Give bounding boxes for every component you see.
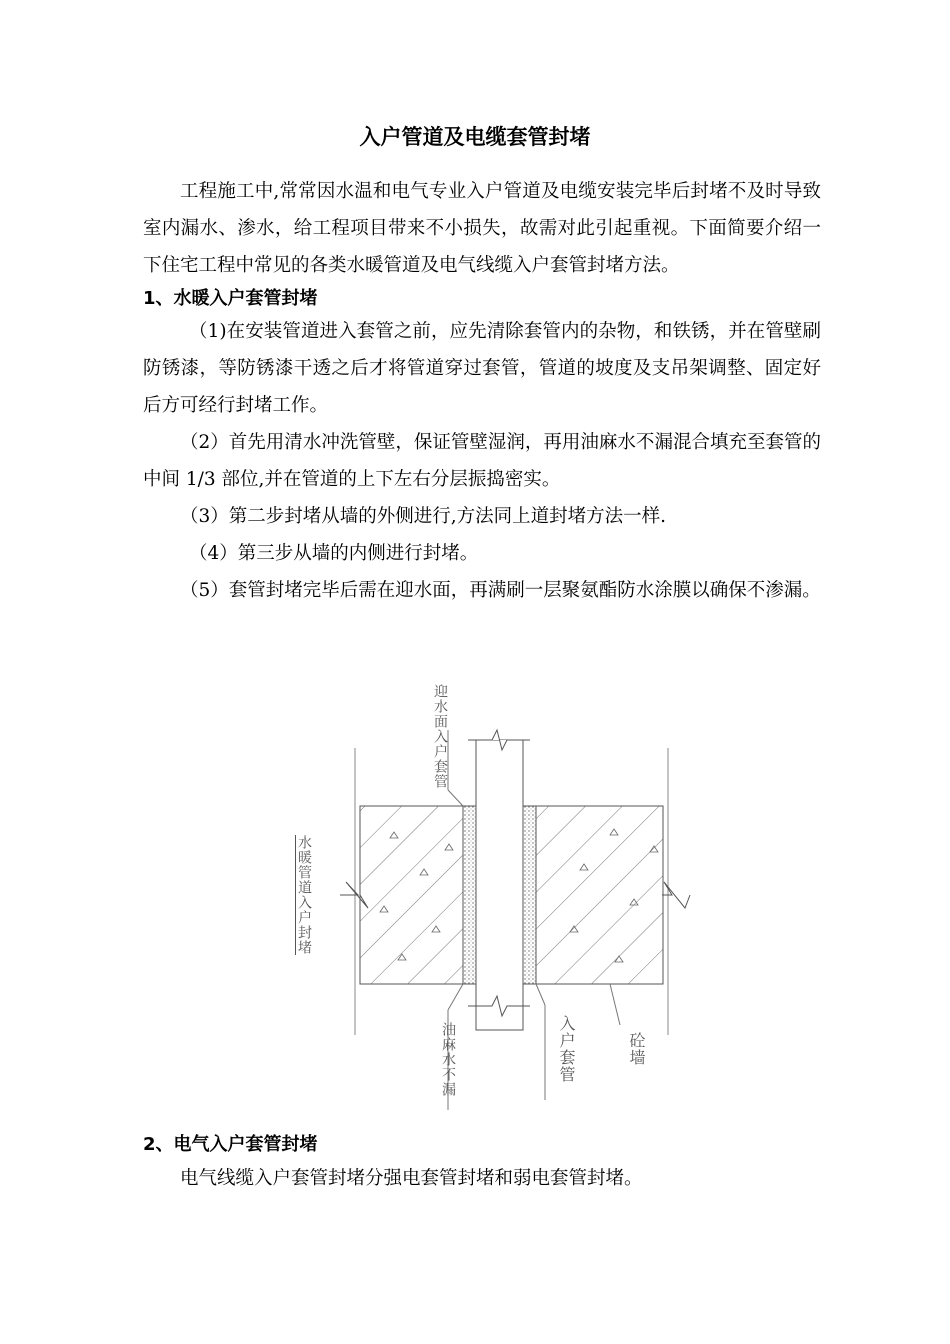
document-title: 入户管道及电缆套管封堵 (359, 125, 591, 149)
step-3: （3）第二步封堵从墙的外侧进行,方法同上道封堵方法一样. (180, 506, 667, 527)
section2-paragraph: 电气线缆入户套管封堵分强电套管封堵和弱电套管封堵。 (180, 1168, 643, 1189)
sealant-fill-right (523, 806, 536, 984)
section2-heading: 2、电气入户套管封堵 (143, 1134, 318, 1155)
concrete-wall-right (536, 806, 663, 984)
step-2: （2）首先用清水冲洗管壁，保证管壁湿润，再用油麻水不漏混合填充至套管的中间 1/3 部位,并在管道的上下左右分层振捣密实。 (143, 432, 821, 490)
label-pipe-sealing: 水暖管道入户封堵 (296, 835, 312, 955)
concrete-wall-left (360, 806, 463, 984)
step-5: （5）套管封堵完毕后需在迎水面，再满刷一层聚氨酯防水涂膜以确保不渗漏。 (180, 580, 821, 601)
sealant-fill-left (463, 806, 476, 984)
step-4: （4）第三步从墙的内侧进行封堵。 (189, 543, 479, 564)
intro-paragraph: 工程施工中,常常因水温和电气专业入户管道及电缆安装完毕后封堵不及时导致室内漏水、渗水，给工程项目带来不小损失，故需对此引起重视。下面简要介绍一下住宅工程中常见的各类水暖管道及电气线缆入户套管封堵方法。 (143, 181, 821, 276)
sleeve-sealing-diagram (280, 670, 700, 1120)
label-sealant: 油麻水不漏 (440, 1022, 456, 1097)
step-1: （1)在安装管道进入套管之前，应先清除套管内的杂物，和铁锈，并在管壁刷防锈漆，等防锈漆干透之后才将管道穿过套管，管道的坡度及支吊架调整、固定好后方可经行封堵工作。 (143, 321, 821, 416)
pipe (476, 740, 523, 1030)
label-concrete-wall: 砼墙 (627, 1032, 646, 1066)
label-inlet-sleeve: 迎水面入户套管 (432, 684, 448, 789)
section1-heading: 1、水暖入户套管封堵 (143, 288, 318, 309)
label-sleeve: 入户套管 (557, 1015, 576, 1083)
